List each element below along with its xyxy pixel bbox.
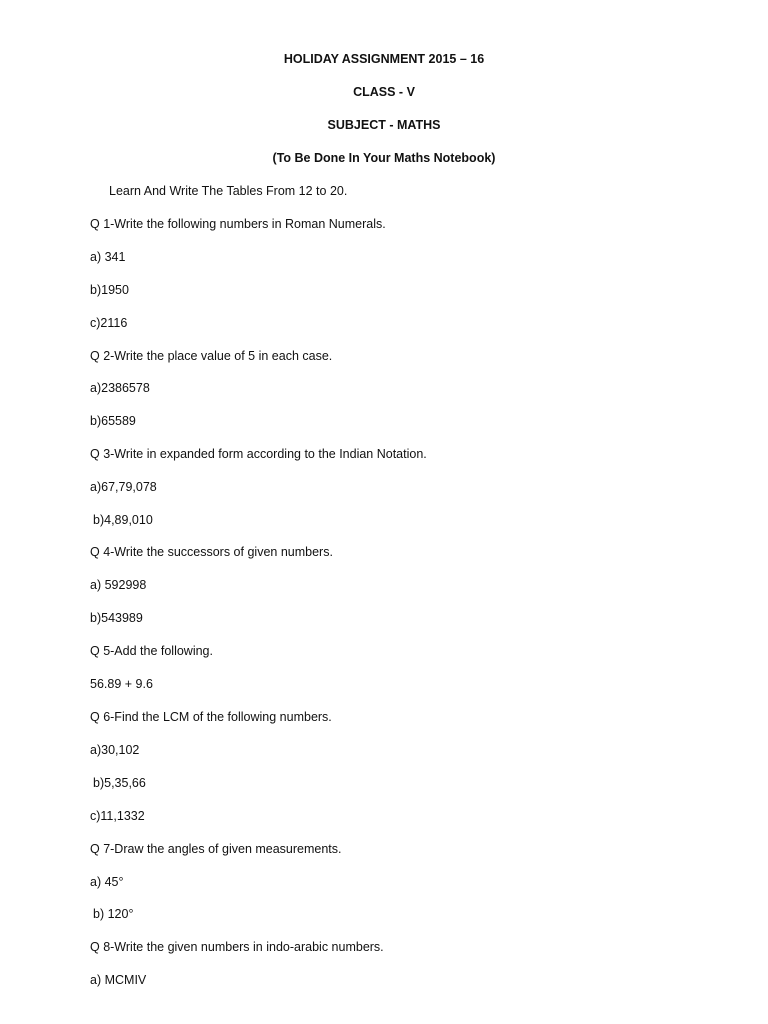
question-2-prompt: Q 2-Write the place value of 5 in each case. xyxy=(90,349,333,363)
tables-instruction: Learn And Write The Tables From 12 to 20. xyxy=(109,184,348,198)
question-5-prompt: Q 5-Add the following. xyxy=(90,644,213,658)
question-1-item-a: a) 341 xyxy=(90,250,126,264)
question-8-prompt: Q 8-Write the given numbers in indo-arabic numbers. xyxy=(90,940,384,954)
question-3-item-b: b)4,89,010 xyxy=(93,513,153,527)
question-5-item-a: 56.89 + 9.6 xyxy=(90,677,153,691)
question-1-prompt: Q 1-Write the following numbers in Roman Numerals. xyxy=(90,217,386,231)
question-1-item-c: c)2116 xyxy=(90,316,128,330)
question-6-prompt: Q 6-Find the LCM of the following numbers. xyxy=(90,710,332,724)
question-2-item-b: b)65589 xyxy=(90,414,136,428)
class-label: CLASS - V xyxy=(353,85,415,99)
question-6-item-c: c)11,1332 xyxy=(90,809,145,823)
question-2-item-a: a)2386578 xyxy=(90,381,150,395)
question-4-prompt: Q 4-Write the successors of given numbers. xyxy=(90,545,333,559)
question-8-item-a: a) MCMIV xyxy=(90,973,147,987)
question-4-item-b: b)543989 xyxy=(90,611,143,625)
question-7-prompt: Q 7-Draw the angles of given measurements. xyxy=(90,842,342,856)
question-3-prompt: Q 3-Write in expanded form according to the Indian Notation. xyxy=(90,447,427,461)
question-6-item-b: b)5,35,66 xyxy=(93,776,146,790)
question-6-item-a: a)30,102 xyxy=(90,743,140,757)
question-3-item-a: a)67,79,078 xyxy=(90,480,157,494)
question-1-item-b: b)1950 xyxy=(90,283,129,297)
notebook-instruction: (To Be Done In Your Maths Notebook) xyxy=(272,151,496,165)
assignment-title: HOLIDAY ASSIGNMENT 2015 – 16 xyxy=(283,52,485,66)
question-7-item-a: a) 45° xyxy=(90,875,124,889)
question-7-item-b: b) 120° xyxy=(93,907,134,921)
subject-label: SUBJECT - MATHS xyxy=(327,118,441,132)
question-4-item-a: a) 592998 xyxy=(90,578,147,592)
